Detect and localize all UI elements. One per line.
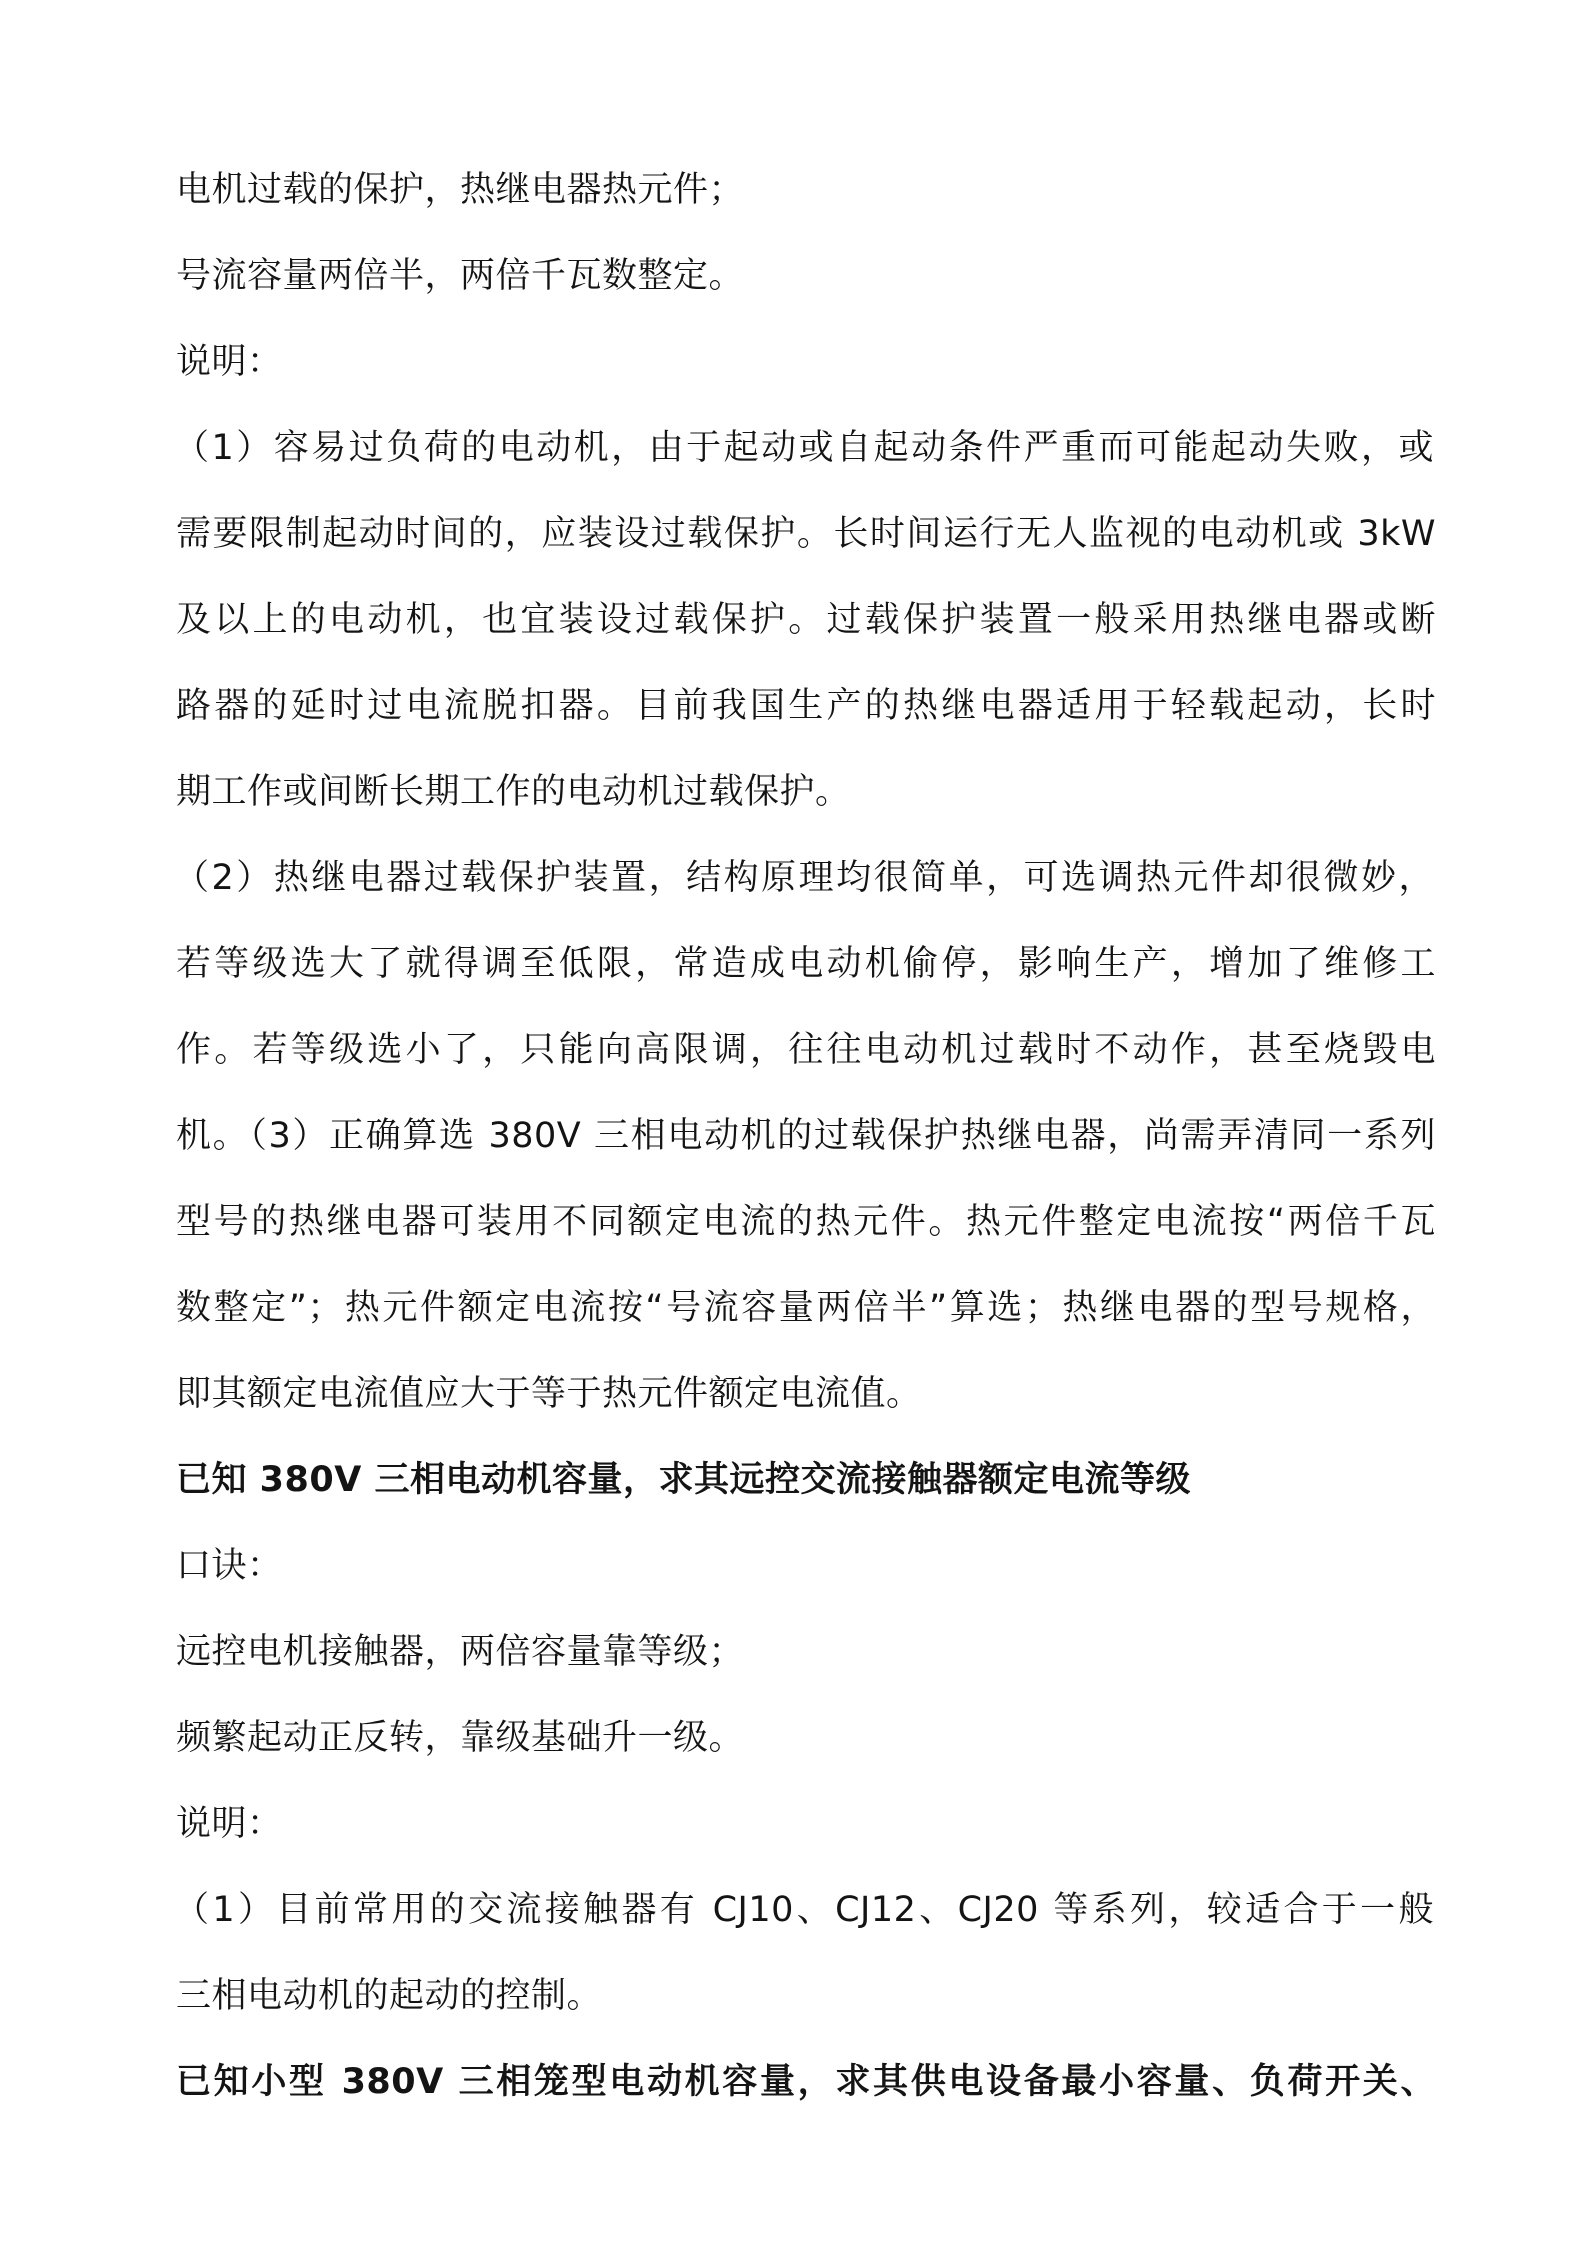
text-line: 说明： [176,342,283,382]
text-line: 期工作或间断长期工作的电动机过载保护。 [176,772,851,812]
text-line: 数整定”；热元件额定电流按“号流容量两倍半”算选；热继电器的型号规格， [176,1288,1436,1328]
text-line: （1）容易过负荷的电动机，由于起动或自起动条件严重而可能起动失败，或 [174,428,1434,468]
text-line: 三相电动机的起动的控制。 [176,1976,603,2016]
text-line: 机。（3）正确算选 380V 三相电动机的过载保护热继电器，尚需弄清同一系列 [176,1116,1436,1156]
text-line: 及以上的电动机，也宜装设过载保护。过载保护装置一般采用热继电器或断 [176,600,1436,640]
text-line: 需要限制起动时间的，应装设过载保护。长时间运行无人监视的电动机或 3kW [176,514,1436,554]
text-line: 电机过载的保护，热继电器热元件； [176,170,745,210]
section-heading: 已知 380V 三相电动机容量，求其远控交流接触器额定电流等级 [176,1460,1192,1500]
section-heading: 已知小型 380V 三相笼型电动机容量，求其供电设备最小容量、负荷开关、 [176,2062,1436,2102]
text-line: 号流容量两倍半，两倍千瓦数整定。 [176,256,745,296]
text-line: 远控电机接触器，两倍容量靠等级； [176,1632,745,1672]
text-line: （2）热继电器过载保护装置，结构原理均很简单，可选调热元件却很微妙， [174,858,1434,898]
text-line: 若等级选大了就得调至低限，常造成电动机偷停，影响生产，增加了维修工 [176,944,1436,984]
text-line: 频繁起动正反转，靠级基础升一级。 [176,1718,745,1758]
text-line: 口诀： [176,1546,283,1586]
text-line: 型号的热继电器可装用不同额定电流的热元件。热元件整定电流按“两倍千瓦 [176,1202,1436,1242]
text-line: （1）目前常用的交流接触器有 CJ10、CJ12、CJ20 等系列，较适合于一般 [174,1890,1434,1930]
text-line: 作。若等级选小了，只能向高限调，往往电动机过载时不动作，甚至烧毁电 [176,1030,1436,1070]
text-line: 路器的延时过电流脱扣器。目前我国生产的热继电器适用于轻载起动，长时 [176,686,1436,726]
text-line: 即其额定电流值应大于等于热元件额定电流值。 [176,1374,922,1414]
text-line: 说明： [176,1804,283,1844]
